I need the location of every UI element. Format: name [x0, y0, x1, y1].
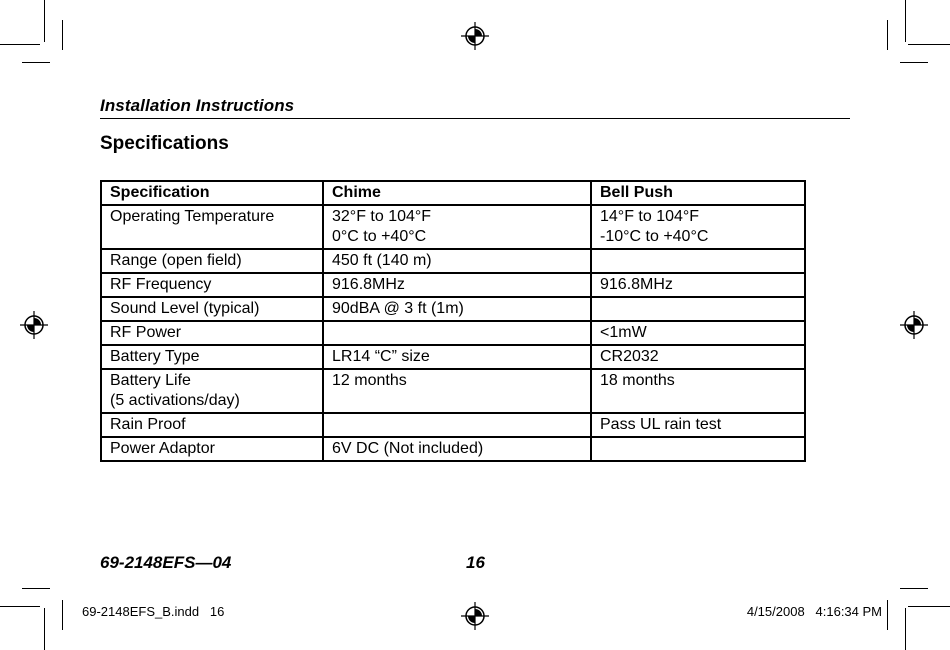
bell-push-cell	[591, 437, 805, 461]
bell-push-cell	[591, 413, 805, 437]
table-row	[101, 273, 805, 297]
column-header-bell-push: Bell Push	[591, 181, 805, 205]
table-body	[101, 205, 805, 461]
specification-cell	[101, 205, 323, 249]
table-row	[101, 321, 805, 345]
cell-text: Pass UL rain test	[600, 416, 722, 433]
chime-cell	[323, 249, 591, 273]
cell-text: <1mW	[600, 324, 647, 341]
specifications-table	[100, 180, 806, 462]
slug-file-info: 69-2148EFS_B.indd 16	[82, 604, 225, 619]
chime-cell	[323, 437, 591, 461]
bell-push-cell	[591, 369, 805, 413]
bell-push-cell	[591, 249, 805, 273]
specification-cell	[101, 273, 323, 297]
specification-cell	[101, 345, 323, 369]
cell-text: RF Frequency	[110, 276, 212, 293]
cell-text: Sound Level (typical)	[110, 300, 260, 317]
cell-text: 0°C to +40°C	[332, 228, 427, 245]
bell-push-cell	[591, 273, 805, 297]
cell-text: 916.8MHz	[600, 276, 673, 293]
cell-text: Battery Type	[110, 348, 200, 365]
chime-cell	[323, 273, 591, 297]
cell-text: RF Power	[110, 324, 182, 341]
cell-text: 32°F to 104°F	[332, 208, 432, 225]
cell-text: CR2032	[600, 348, 659, 365]
cell-text: (5 activations/day)	[110, 392, 240, 409]
header-divider	[100, 118, 850, 119]
section-title: Specifications	[100, 133, 229, 154]
bell-push-cell	[591, 321, 805, 345]
registration-mark-icon	[461, 602, 489, 630]
cell-text: Operating Temperature	[110, 208, 275, 225]
cell-text: 916.8MHz	[332, 276, 405, 293]
cell-text: 18 months	[600, 372, 675, 389]
bell-push-cell	[591, 205, 805, 249]
cell-text: 14°F to 104°F	[600, 208, 700, 225]
chime-cell	[323, 369, 591, 413]
table-row	[101, 345, 805, 369]
cell-text: Range (open field)	[110, 252, 242, 269]
table-row	[101, 205, 805, 249]
column-header-chime: Chime	[323, 181, 591, 205]
chime-cell	[323, 413, 591, 437]
specification-cell	[101, 413, 323, 437]
table-header-row	[101, 181, 805, 205]
specification-cell	[101, 249, 323, 273]
cell-text: LR14 “C” size	[332, 348, 430, 365]
running-header: Installation Instructions	[100, 96, 295, 115]
slug-timestamp: 4/15/2008 4:16:34 PM	[746, 604, 882, 619]
table-row	[101, 297, 805, 321]
registration-mark-icon	[900, 311, 928, 339]
registration-mark-icon	[461, 22, 489, 50]
table-row	[101, 369, 805, 413]
specification-cell	[101, 437, 323, 461]
bell-push-cell	[591, 345, 805, 369]
specification-cell	[101, 321, 323, 345]
cell-text: -10°C to +40°C	[600, 228, 709, 245]
page-number: 16	[466, 553, 485, 572]
table-row	[101, 413, 805, 437]
cell-text: 12 months	[332, 372, 407, 389]
cell-text: 90dBA @ 3 ft (1m)	[332, 300, 464, 317]
cell-text: 450 ft (140 m)	[332, 252, 432, 269]
chime-cell	[323, 297, 591, 321]
bell-push-cell	[591, 297, 805, 321]
chime-cell	[323, 205, 591, 249]
table-row	[101, 249, 805, 273]
document-number: 69-2148EFS—04	[100, 553, 232, 572]
chime-cell	[323, 345, 591, 369]
cell-text: Rain Proof	[110, 416, 186, 433]
table-row	[101, 437, 805, 461]
cell-text: 6V DC (Not included)	[332, 440, 484, 457]
column-header-specification: Specification	[101, 181, 323, 205]
cell-text: Battery Life	[110, 372, 191, 389]
chime-cell	[323, 321, 591, 345]
registration-mark-icon	[20, 311, 48, 339]
specification-cell	[101, 297, 323, 321]
specification-cell	[101, 369, 323, 413]
cell-text: Power Adaptor	[110, 440, 215, 457]
